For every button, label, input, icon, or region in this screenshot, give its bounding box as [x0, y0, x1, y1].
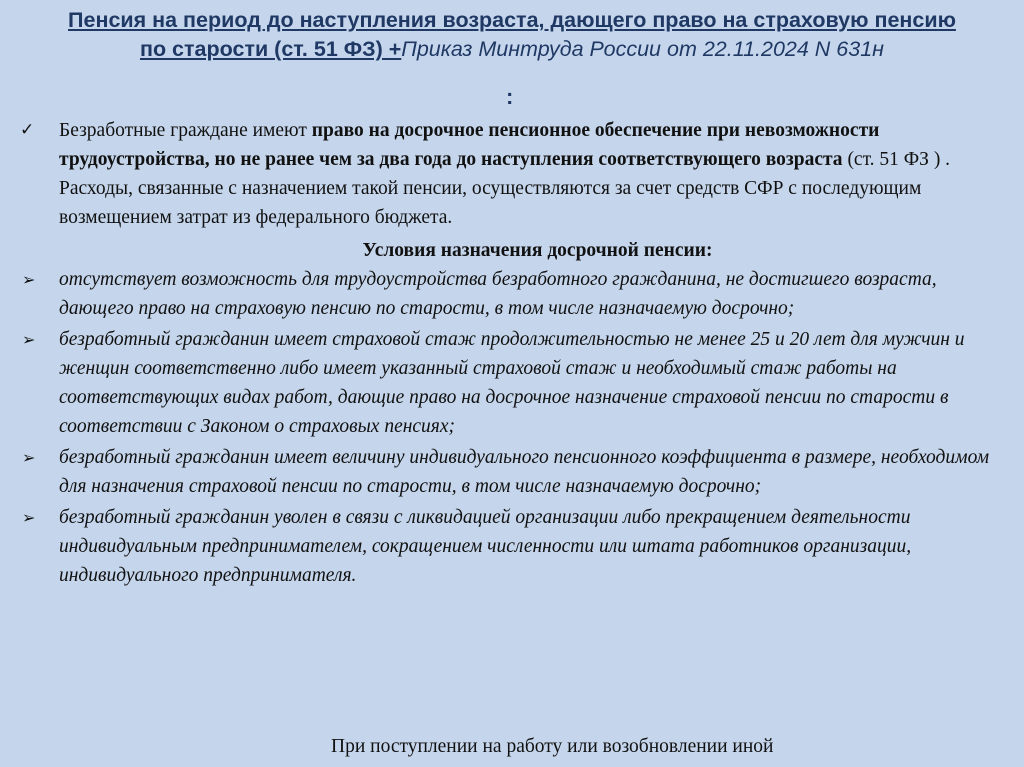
slide-title: [60, 6, 964, 109]
condition-text: безработный гражданин уволен в связи с ликвидацией организации либо прекращением деятельности индивидуальным предпринимателем, сокращением численности или штата работников организации, индивидуального предпринимателя.: [59, 507, 912, 586]
condition-item: [20, 265, 1015, 323]
slide-body: [20, 116, 1015, 592]
intro-bold-text: право на досрочное пенсионное обеспечение при невозможности трудоустройства, но не ранее чем за два года до наступления соответствующего возраста: [59, 120, 880, 170]
condition-item: [20, 443, 1015, 501]
condition-item: [20, 503, 1015, 590]
arrow-bullet-icon: ➢: [22, 270, 36, 289]
title-colon: :: [506, 84, 514, 109]
condition-text: безработный гражданин имеет величину индивидуального пенсионного коэффициента в размере, необходимом для назначения страховой пенсии по старости, в том числе назначаемую досрочно;: [59, 447, 990, 497]
arrow-bullet-icon: ➢: [22, 330, 36, 349]
title-bold-part: Пенсия на период до наступления возраста, дающего право на страховую пенсию по старости (ст. 51 ФЗ) +: [68, 8, 956, 61]
arrow-bullet-icon: ➢: [22, 508, 36, 527]
intro-text-1: Безработные граждане имеют: [59, 120, 312, 141]
arrow-bullet-icon: ➢: [22, 448, 36, 467]
intro-paragraph: [20, 116, 1015, 232]
conditions-heading: Условия назначения досрочной пенсии:: [362, 240, 713, 261]
continuation-text: При поступлении на работу или возобновлении иной: [331, 736, 774, 757]
condition-text: безработный гражданин имеет страховой стаж продолжительностью не менее 25 и 20 лет для мужчин и женщин соответственно либо имеет указанный страховой стаж и необходимый стаж работы на соответствующих видах работ, дающие право на досрочное назначение страховой пенсии по старости в соответствии с Законом о страховых пенсиях;: [59, 329, 965, 437]
intro-text-2: (ст. 51 ФЗ ) . Расходы, связанные с назначением такой пенсии, осуществляются за счет средств СФР с последующим возмещением затрат из федерального бюджета.: [59, 149, 951, 228]
title-italic-part: Приказ Минтруда России от 22.11.2024 N 631н: [401, 37, 885, 61]
checkmark-icon: ✓: [20, 120, 35, 140]
condition-item: [20, 325, 1015, 441]
condition-text: отсутствует возможность для трудоустройства безработного гражданина, не достигшего возраста, дающего право на страховую пенсию по старости, в том числе назначаемую досрочно;: [59, 269, 937, 319]
